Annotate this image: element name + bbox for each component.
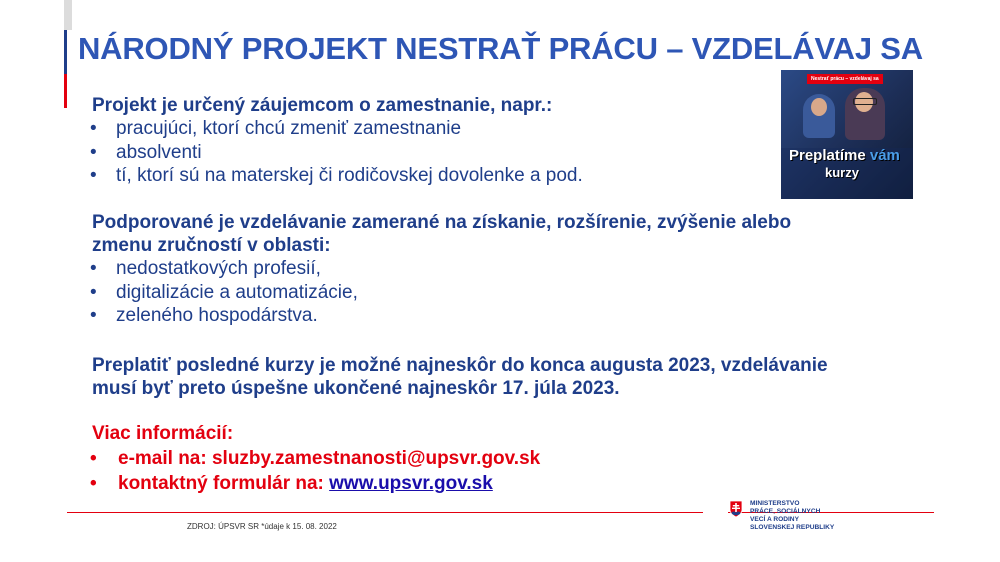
accent-bar-blue <box>64 30 67 74</box>
list-item: • absolventi <box>90 141 202 163</box>
form-item: • kontaktný formulár na: www.upsvr.gov.sk <box>90 473 493 494</box>
source-note: ZDROJ: ÚPSVR SR *údaje k 15. 08. 2022 <box>187 522 337 531</box>
section-heading-cont: zmenu zručností v oblasti: <box>92 235 331 256</box>
list-item: • pracujúci, ktorí chcú zmeniť zamestnanie <box>90 118 462 139</box>
slovak-coat-of-arms-icon <box>729 500 743 518</box>
accent-bar-gray <box>64 0 72 30</box>
section-supported-education <box>92 211 912 328</box>
accent-bar-red <box>64 74 67 108</box>
target-groups-list <box>92 117 792 188</box>
section-deadline <box>92 354 912 400</box>
page-title: NÁRODNÝ PROJEKT NESTRAŤ PRÁCU – VZDELÁVAJ SA <box>78 31 923 66</box>
list-item: • nedostatkových profesií, <box>90 258 321 279</box>
more-info-heading: Viac informácií: <box>92 423 234 444</box>
section-heading: Projekt je určený záujemcom o zamestnanie, napr.: <box>92 95 553 116</box>
promo-headline-line2: kurzy <box>825 165 859 180</box>
deadline-line: Preplatiť posledné kurzy je možné najneskôr do konca augusta 2023, vzdelávanie <box>92 355 828 376</box>
ministry-logo-text: MINISTERSTVO PRÁCE, SOCIÁLNYCH VECÍ A RODINY SLOVENSKEJ REPUBLIKY <box>750 500 835 531</box>
footer-divider <box>67 512 703 513</box>
list-item: • zeleného hospodárstva. <box>90 305 318 326</box>
promo-tag: Nestrať prácu – vzdelávaj sa <box>807 74 883 84</box>
safety-glasses <box>853 98 877 105</box>
list-item: • digitalizácie a automatizácie, <box>90 281 358 303</box>
section-heading: Podporované je vzdelávanie zamerané na získanie, rozšírenie, zvýšenie alebo <box>92 212 792 233</box>
email-text[interactable]: e-mail na: sluzby.zamestnanosti@upsvr.gov.sk <box>118 448 541 469</box>
deadline-line: musí byť preto úspešne ukončené najneskôr 17. júla 2023. <box>92 378 620 399</box>
section-target-groups <box>92 94 792 188</box>
list-item: • tí, ktorí sú na materskej či rodičovskej dovolenke a pod. <box>90 165 583 186</box>
person-face <box>811 98 827 116</box>
supported-areas-list <box>92 257 912 328</box>
contact-list <box>92 446 912 496</box>
email-item: • e-mail na: sluzby.zamestnanosti@upsvr.gov.sk <box>90 448 541 469</box>
website-link[interactable]: www.upsvr.gov.sk <box>329 473 493 494</box>
promo-headline: Preplatíme vám <box>789 147 900 164</box>
section-more-info <box>92 422 912 496</box>
promo-image <box>781 70 913 199</box>
